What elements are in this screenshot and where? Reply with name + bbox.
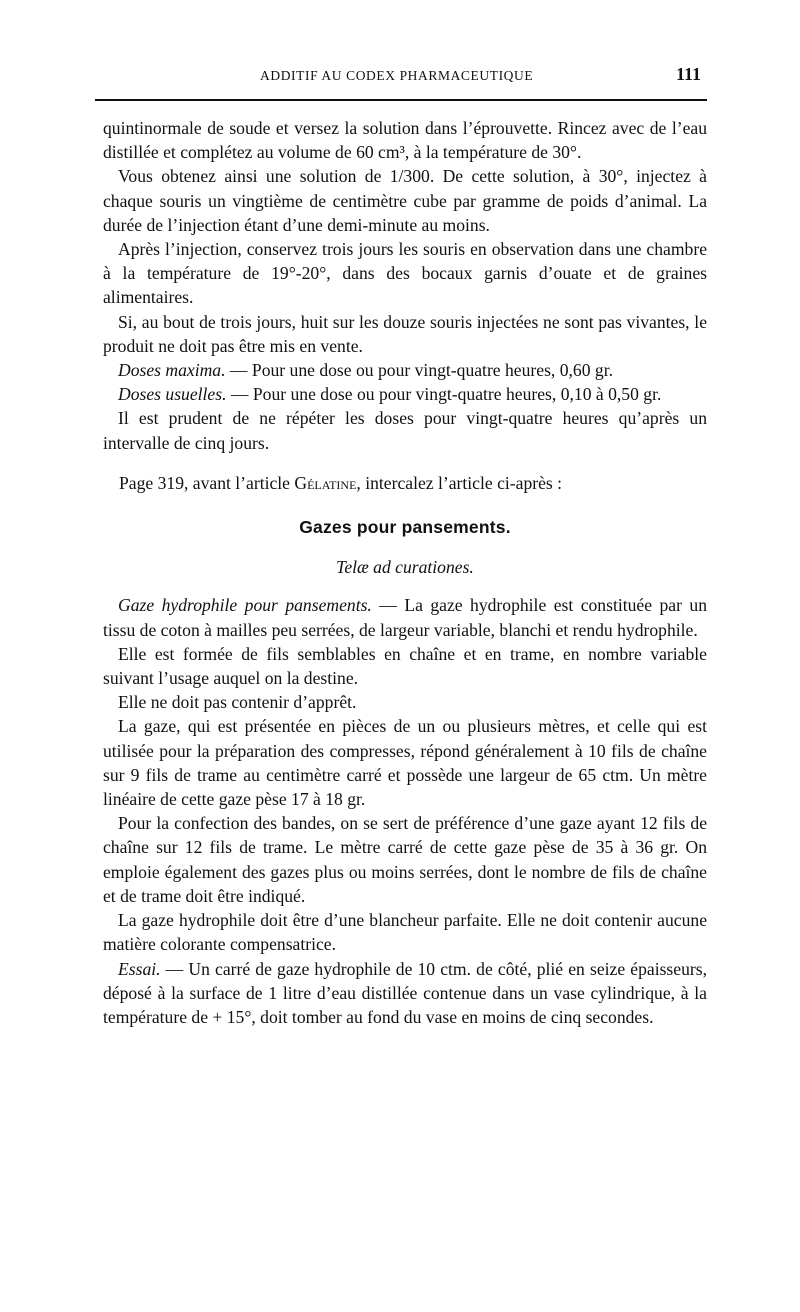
paragraph-prudence: Il est prudent de ne répéter les doses pour vingt-quatre heures qu’après un intervalle de cinq jours. [103,408,707,453]
paragraph-result: Si, au bout de trois jours, huit sur les douze souris injectées ne sont pas vivantes, le produit ne doit pas être mis en vente. [103,311,707,356]
paragraph-gaze-definition [103,593,707,641]
paragraph-appret: Elle ne doit pas contenir d’apprêt. [118,692,357,713]
paragraph-essai [103,957,707,1030]
paragraph-continued: quintinormale de soude et versez la solution dans l’éprouvette. Rincez avec de l’eau distillée et complétez au volume de 60 cm³, à la température de 30°. [103,118,707,163]
page-number: 111 [675,64,701,84]
doses-maxima-label: Doses maxima. [118,360,226,381]
doses-usuelles-label: Doses usuelles. [118,384,227,405]
header-rule [95,99,707,101]
paragraph-bandes: Pour la confection des bandes, on se sert de préférence d’une gaze ayant 12 fils de chaîne sur 12 fils de trame. Le mètre carré de cette gaze pèse de 35 à 36 gr. On emploie également des gazes plus ou moins serrées, dont le nombre de fils de chaîne et de trame doit être indiqué. [103,813,707,906]
body-text [103,116,707,1029]
section-title: Gazes pour pansements. [299,517,511,538]
gaze-definition-text: — La gaze hydrophile est constituée par un tissu de coton à mailles peu serrées, de largeur variable, blanchi et rendu hydrophile. [103,595,707,640]
paragraph-doses-usuelles [103,382,707,406]
running-head [95,64,705,90]
paragraph-fils: Elle est formée de fils semblables en chaîne et en trame, en nombre variable suivant l’usage auquel on la destine. [103,643,707,689]
doses-maxima-text: — Pour une dose ou pour vingt-quatre heures, 0,60 gr. [225,360,613,381]
essai-label: Essai. [118,958,161,979]
intercalation-after: , intercalez l’article ci-après : [356,472,563,493]
intercalation-term: Gélatine [294,472,357,493]
intercalation-before: Page 319, avant l’article [119,472,295,493]
section-latin-title: Telæ ad curationes. [336,557,474,578]
intercalation-note [119,471,707,495]
running-title: ADDITIF AU CODEX PHARMACEUTIQUE [260,68,534,83]
essai-text: — Un carré de gaze hydrophile de 10 ctm. de côté, plié en seize épaisseurs, déposé à la surface de 1 litre d’eau distillée contenue dans un vase cylindrique, à la température de + 15°, doit tomber au fond du vase en moins de cinq secondes. [103,958,707,1027]
gaze-hydrophile-label: Gaze hydrophile pour pansements. [118,595,372,616]
paragraph-compresses: La gaze, qui est présentée en pièces de un ou plusieurs mètres, et celle qui est utilisée pour la préparation des compresses, répond généralement à 10 fils de chaîne sur 9 fils de trame au centimètre carré et possède une largeur de 65 ctm. Un mètre linéaire de cette gaze pèse 17 à 18 gr. [103,716,707,810]
paragraph-observation: Après l’injection, conservez trois jours les souris en observation dans une chambre à la température de 19°-20°, dans des bocaux garnis d’ouate et de graines alimentaires. [103,239,707,308]
paragraph-doses-maxima [103,358,707,382]
paragraph-solution: Vous obtenez ainsi une solution de 1/300. De cette solution, à 30°, injectez à chaque souris un vingtième de centimètre cube par gramme de poids d’animal. La durée de l’injection étant d’une demi-minute au moins. [103,166,707,235]
paragraph-blancheur: La gaze hydrophile doit être d’une blancheur parfaite. Elle ne doit contenir aucune matière colorante compensatrice. [103,910,707,955]
doses-usuelles-text: — Pour une dose ou pour vingt-quatre heures, 0,10 à 0,50 gr. [226,384,662,405]
